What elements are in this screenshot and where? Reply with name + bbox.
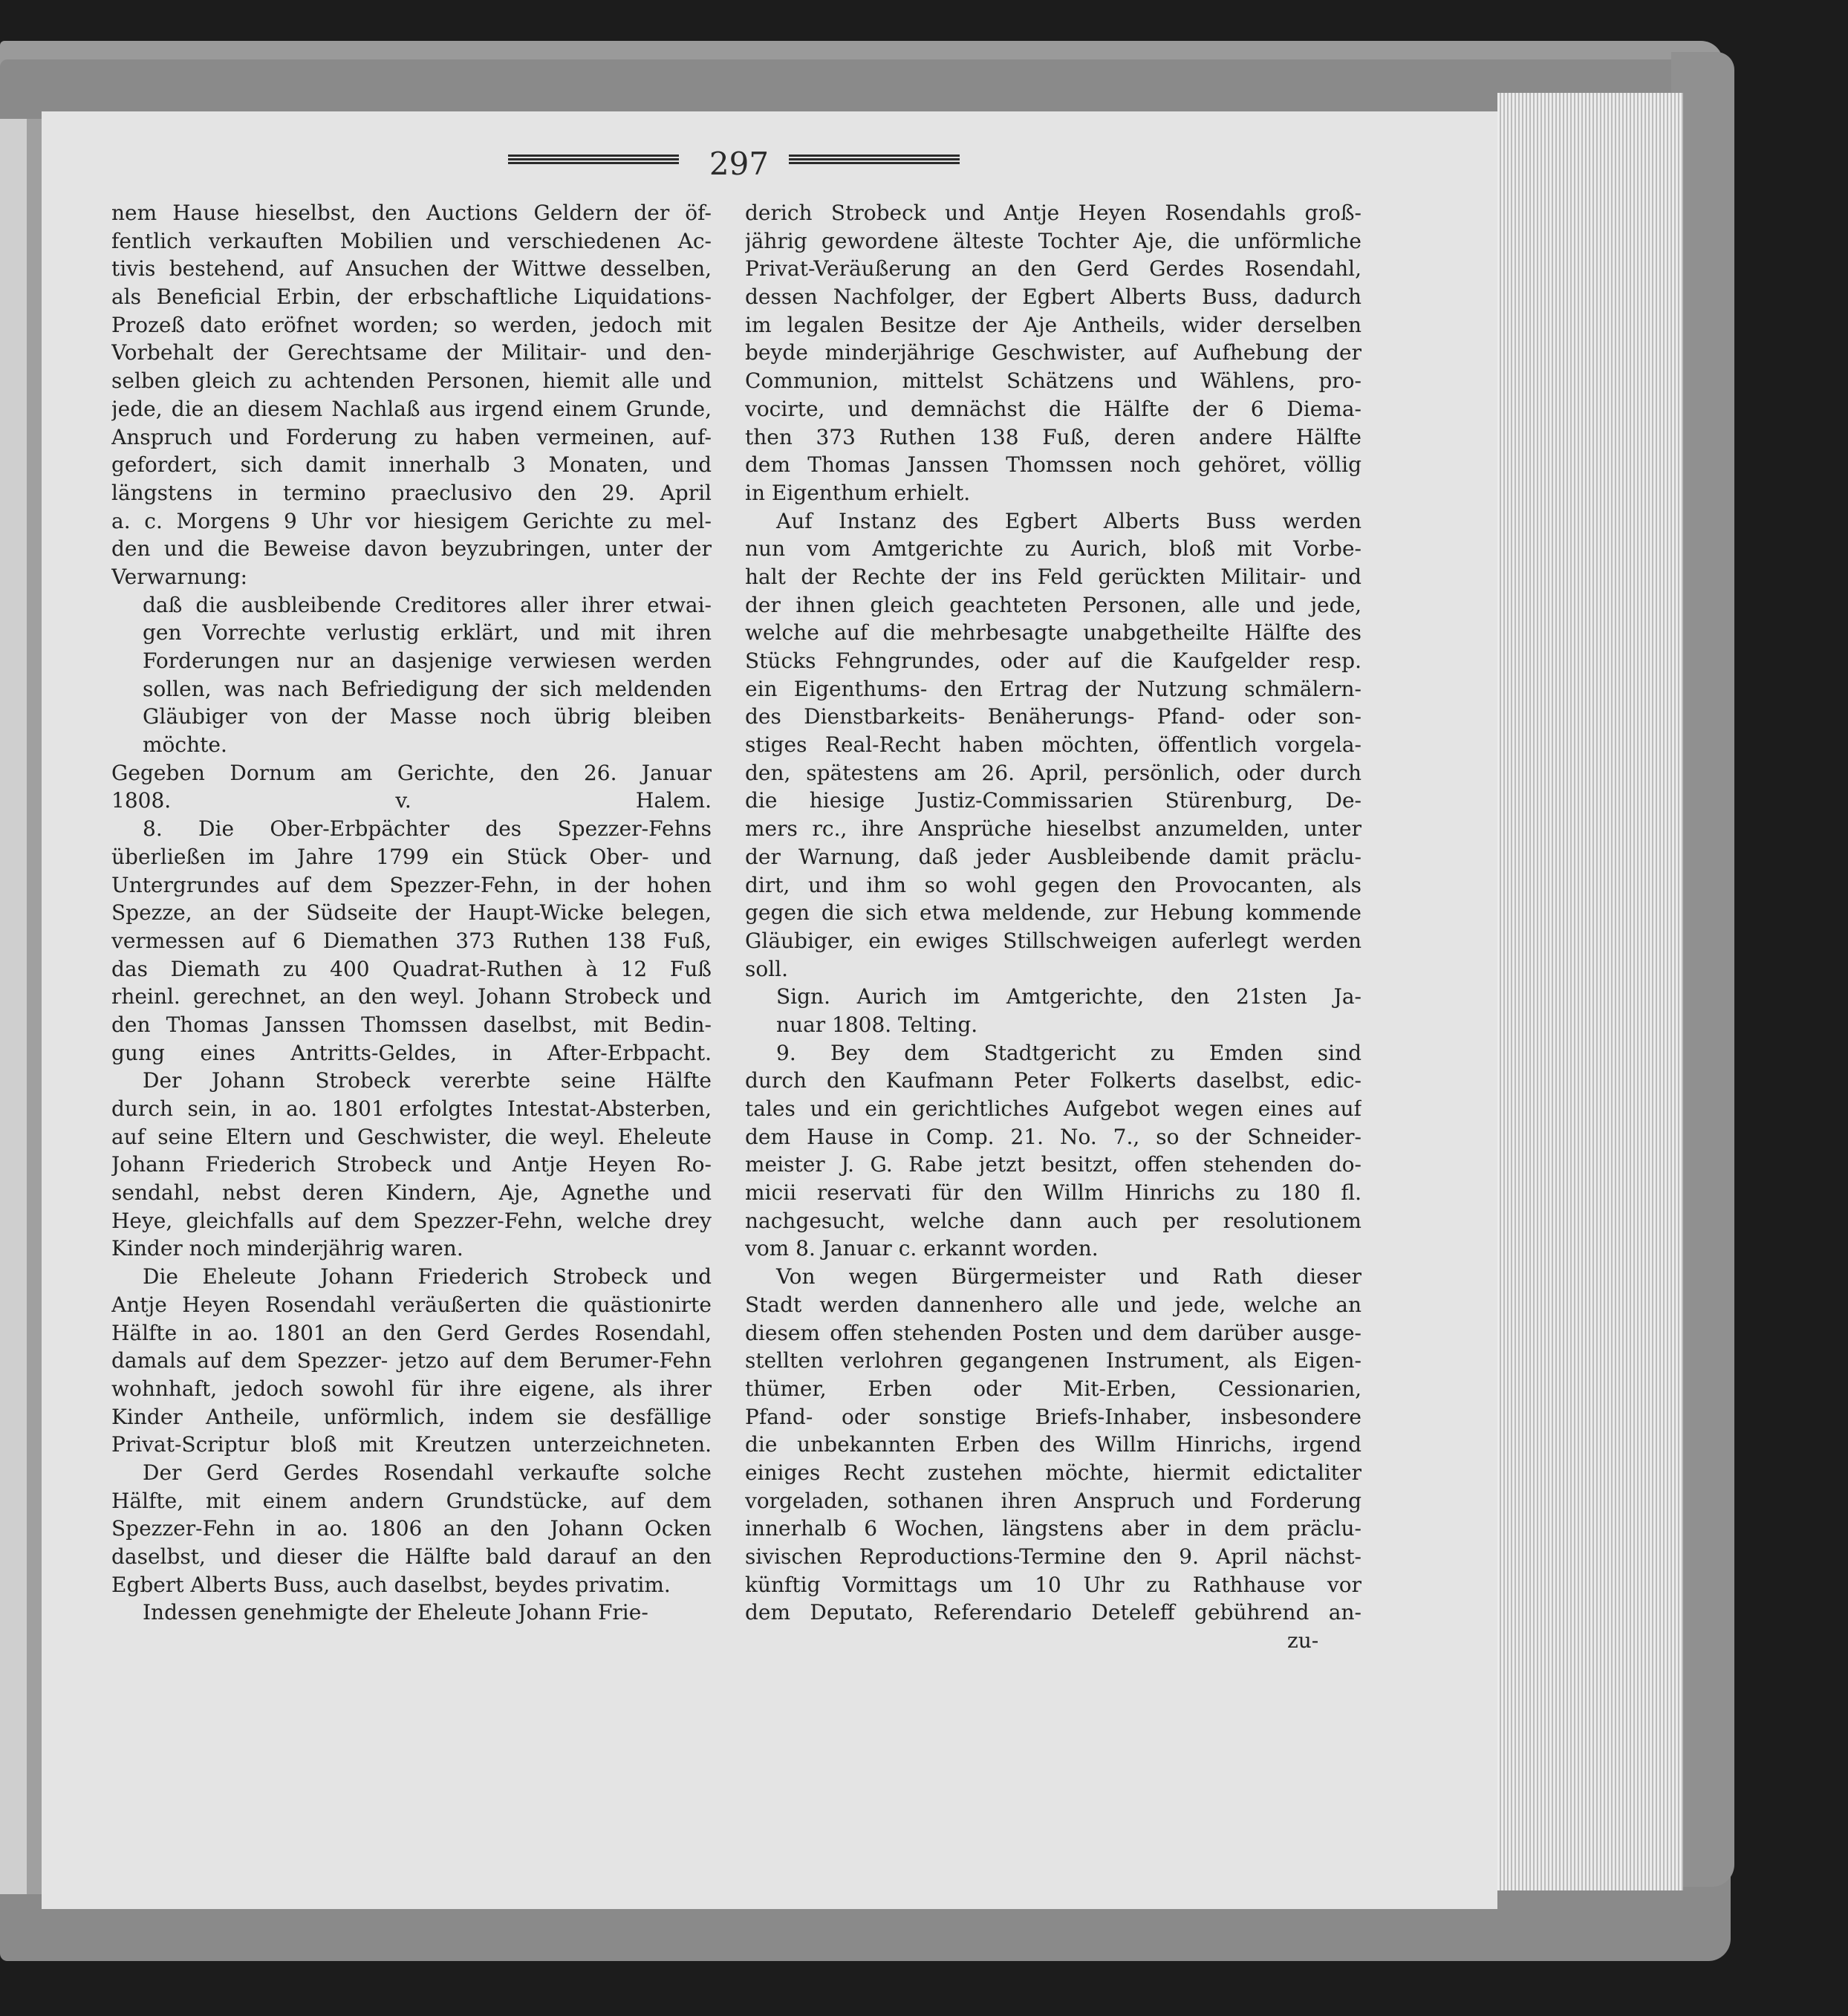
page-number: 297 [709, 146, 770, 182]
header-rule-left [508, 155, 679, 165]
left-column-line: den und die Beweise davon beyzubringen, unter der [111, 536, 712, 562]
book-gutter [27, 119, 42, 1894]
right-column-line: jährig gewordene älteste Tochter Aje, die unförmliche [745, 228, 1361, 253]
right-column-line: nachgesucht, welche dann auch per resolutionem [745, 1208, 1361, 1233]
right-column-line: nun vom Amtgerichte zu Aurich, bloß mit Vorbe- [745, 536, 1361, 562]
left-column-line: überließen im Jahre 1799 ein Stück Ober- und [111, 844, 712, 869]
left-column-line: Spezze, an der Südseite der Haupt-Wicke belegen, [111, 900, 712, 926]
left-column-line: durch sein, in ao. 1801 erfolgtes Intestat-Absterben, [111, 1096, 712, 1121]
right-column-line: vom 8. Januar c. erkannt worden. [745, 1236, 1099, 1261]
right-column-line: stiges Real-Recht haben möchten, öffentlich vorgela- [745, 732, 1361, 758]
right-column-line: der ihnen gleich geachteten Personen, alle und jede, [745, 592, 1361, 617]
right-column-line: nuar 1808. Telting. [776, 1012, 978, 1037]
right-column-line: einiges Recht zustehen möchte, hiermit edictaliter [745, 1460, 1361, 1485]
right-column-line: vorgeladen, sothanen ihren Anspruch und Forderung [745, 1488, 1361, 1513]
page-block-edges [1497, 93, 1683, 1890]
right-column-line: Stücks Fehngrundes, oder auf die Kaufgelder resp. [745, 648, 1361, 673]
left-column-line: daß die ausbleibende Creditores aller ihrer etwai- [143, 592, 712, 617]
left-column-line: das Diemath zu 400 Quadrat-Ruthen à 12 Fuß [111, 956, 712, 981]
left-column-line: fentlich verkauften Mobilien und verschiedenen Ac- [111, 228, 712, 253]
right-column-line: in Eigenthum erhielt. [745, 480, 971, 505]
left-column-line: Die Eheleute Johann Friederich Strobeck und [143, 1264, 712, 1290]
left-column-line: gefordert, sich damit innerhalb 3 Monaten, und [111, 452, 712, 478]
left-column-line: wohnhaft, jedoch sowohl für ihre eigene, als ihrer [111, 1376, 712, 1401]
left-column-line: gen Vorrechte verlustig erklärt, und mit ihren [143, 620, 712, 646]
right-column-line: des Dienstbarkeits- Benäherungs- Pfand- oder son- [745, 704, 1361, 729]
right-column-line: die unbekannten Erben des Willm Hinrichs, irgend [745, 1432, 1361, 1457]
right-column-line: diesem offen stehenden Posten und dem darüber ausge- [745, 1320, 1361, 1345]
left-column-line: auf seine Eltern und Geschwister, die weyl. Eheleute [111, 1124, 712, 1149]
left-column-line: Johann Friederich Strobeck und Antje Heyen Ro- [111, 1152, 712, 1177]
right-column-line: 9. Bey dem Stadtgericht zu Emden sind [776, 1040, 1361, 1065]
right-column-line: Communion, mittelst Schätzens und Wählens, pro- [745, 368, 1361, 394]
right-column-line: der Warnung, daß jeder Ausbleibende damit präclu- [745, 844, 1361, 869]
left-column-line: 1808. v. Halem. [111, 788, 712, 813]
left-column-line: Heye, gleichfalls auf dem Spezzer-Fehn, welche drey [111, 1208, 712, 1233]
left-column-line: sollen, was nach Befriedigung der sich meldenden [143, 676, 712, 701]
right-column-line: dem Hause in Comp. 21. No. 7., so der Schneider- [745, 1124, 1361, 1149]
left-column-line: gung eines Antritts-Geldes, in After-Erbpacht. [111, 1040, 712, 1065]
right-column-line: künftig Vormittags um 10 Uhr zu Rathhause vor [745, 1572, 1361, 1597]
right-column-line: Pfand- oder sonstige Briefs-Inhaber, insbesondere [745, 1404, 1361, 1429]
left-column-line: Privat-Scriptur bloß mit Kreutzen unterzeichneten. [111, 1432, 712, 1457]
right-column-line: ein Eigenthums- den Ertrag der Nutzung schmälern- [745, 676, 1361, 701]
left-column-line: damals auf dem Spezzer- jetzo auf dem Berumer-Fehn [111, 1348, 712, 1373]
right-column-line: dirt, und ihm so wohl gegen den Provocanten, als [745, 872, 1361, 897]
right-column-line: im legalen Besitze der Aje Antheils, wider derselben [745, 312, 1361, 337]
right-column-line: beyde minderjährige Geschwister, auf Aufhebung der [745, 340, 1361, 365]
left-column-line: Prozeß dato eröfnet worden; so werden, jedoch mit [111, 312, 712, 337]
right-column-line: halt der Rechte der ins Feld gerückten Militair- und [745, 564, 1361, 589]
facing-page-edge [0, 119, 27, 1894]
left-column-line: a. c. Morgens 9 Uhr vor hiesigem Gerichte zu mel- [111, 508, 712, 533]
catchword: zu- [1287, 1628, 1319, 1654]
left-column-line: als Beneficial Erbin, der erbschaftliche Liquidations- [111, 284, 712, 310]
left-column-line: Der Johann Strobeck vererbte seine Hälfte [143, 1068, 712, 1093]
left-column-line: Verwarnung: [111, 564, 248, 589]
left-column-line: möchte. [143, 732, 227, 758]
left-column-line: Gläubiger von der Masse noch übrig bleiben [143, 704, 712, 729]
right-column-line: Gläubiger, ein ewiges Stillschweigen auferlegt werden [745, 928, 1361, 953]
right-column-line: Stadt werden dannenhero alle und jede, welche an [745, 1292, 1361, 1317]
left-column-line: Kinder noch minderjährig waren. [111, 1236, 463, 1261]
left-column-line: Spezzer-Fehn in ao. 1806 an den Johann Ocken [111, 1516, 712, 1541]
right-column-line: den, spätestens am 26. April, persönlich, oder durch [745, 760, 1361, 785]
left-column-line: rheinl. gerechnet, an den weyl. Johann Strobeck und [111, 984, 712, 1009]
right-column-line: micii reservati für den Willm Hinrichs zu 180 fl. [745, 1180, 1361, 1206]
left-column-line: tivis bestehend, auf Ansuchen der Wittwe desselben, [111, 256, 712, 282]
left-column-line: daselbst, und dieser die Hälfte bald darauf an den [111, 1544, 712, 1569]
right-column-line: welche auf die mehrbesagte unabgetheilte Hälfte des [745, 620, 1361, 646]
right-column-line: Privat-Veräußerung an den Gerd Gerdes Rosendahl, [745, 256, 1361, 282]
right-column-line: soll. [745, 956, 789, 981]
left-column-line: Hälfte, mit einem andern Grundstücke, auf dem [111, 1488, 712, 1513]
left-column-line: Kinder Antheile, unförmlich, indem sie desfällige [111, 1404, 712, 1429]
left-column-line: Hälfte in ao. 1801 an den Gerd Gerdes Rosendahl, [111, 1320, 712, 1345]
right-column-line: gegen die sich etwa meldende, zur Hebung kommende [745, 900, 1361, 926]
left-column-line: Gegeben Dornum am Gerichte, den 26. Januar [111, 760, 712, 785]
right-column-line: thümer, Erben oder Mit-Erben, Cessionarien, [745, 1376, 1361, 1401]
right-column-line: tales und ein gerichtliches Aufgebot wegen eines auf [745, 1096, 1361, 1121]
left-column-line: den Thomas Janssen Thomssen daselbst, mit Bedin- [111, 1012, 712, 1037]
left-column-line: Indessen genehmigte der Eheleute Johann Frie- [143, 1600, 648, 1625]
right-column-line: vocirte, und demnächst die Hälfte der 6 Diema- [745, 396, 1361, 421]
left-column-line: Vorbehalt der Gerechtsame der Militair- und den- [111, 340, 712, 365]
right-column-line: meister J. G. Rabe jetzt besitzt, offen stehenden do- [745, 1152, 1361, 1177]
left-column-line: 8. Die Ober-Erbpächter des Spezzer-Fehns [143, 816, 712, 842]
left-column-line: selben gleich zu achtenden Personen, hiemit alle und [111, 368, 712, 394]
right-column-line: die hiesige Justiz-Commissarien Stürenburg, De- [745, 788, 1361, 813]
left-column-line: längstens in termino praeclusivo den 29. April [111, 480, 712, 505]
right-column-line: sivischen Reproductions-Termine den 9. April nächst- [745, 1544, 1361, 1569]
right-column [745, 199, 1361, 1655]
left-column-line: Egbert Alberts Buss, auch daselbst, beydes privatim. [111, 1572, 671, 1597]
right-column-line: Von wegen Bürgermeister und Rath dieser [776, 1264, 1361, 1290]
left-column-line: nem Hause hieselbst, den Auctions Geldern der öf- [111, 201, 712, 225]
left-column-line: jede, die an diesem Nachlaß aus irgend einem Grunde, [111, 396, 712, 421]
left-column [111, 199, 712, 1627]
right-column-line: mers rc., ihre Ansprüche hieselbst anzumelden, unter [745, 816, 1361, 842]
left-column-line: Antje Heyen Rosendahl veräußerten die quästionirte [111, 1292, 712, 1317]
header-rule-right [789, 155, 960, 165]
right-column-line: dem Deputato, Referendario Deteleff gebührend an- [745, 1600, 1361, 1625]
right-column-line: Auf Instanz des Egbert Alberts Buss werden [776, 508, 1361, 533]
left-column-line: Forderungen nur an dasjenige verwiesen werden [143, 648, 712, 673]
right-column-line: stellten verlohren gegangenen Instrument, als Eigen- [745, 1348, 1361, 1373]
right-column-line: derich Strobeck und Antje Heyen Rosendahls groß- [745, 201, 1361, 225]
right-column-line: durch den Kaufmann Peter Folkerts daselbst, edic- [745, 1068, 1361, 1093]
left-column-line: Der Gerd Gerdes Rosendahl verkaufte solche [143, 1460, 712, 1485]
right-column-line: Sign. Aurich im Amtgerichte, den 21sten Ja- [776, 984, 1361, 1009]
right-column-line: then 373 Ruthen 138 Fuß, deren andere Hälfte [745, 424, 1361, 449]
right-column-line: innerhalb 6 Wochen, längstens aber in dem präclu- [745, 1516, 1361, 1541]
left-column-line: Untergrundes auf dem Spezzer-Fehn, in der hohen [111, 872, 712, 897]
right-column-line: dem Thomas Janssen Thomssen noch gehöret, völlig [745, 452, 1361, 478]
right-column-line: dessen Nachfolger, der Egbert Alberts Buss, dadurch [745, 284, 1361, 310]
left-column-line: sendahl, nebst deren Kindern, Aje, Agnethe und [111, 1180, 712, 1206]
left-column-line: Anspruch und Forderung zu haben vermeinen, auf- [111, 424, 712, 449]
left-column-line: vermessen auf 6 Diemathen 373 Ruthen 138 Fuß, [111, 928, 712, 953]
